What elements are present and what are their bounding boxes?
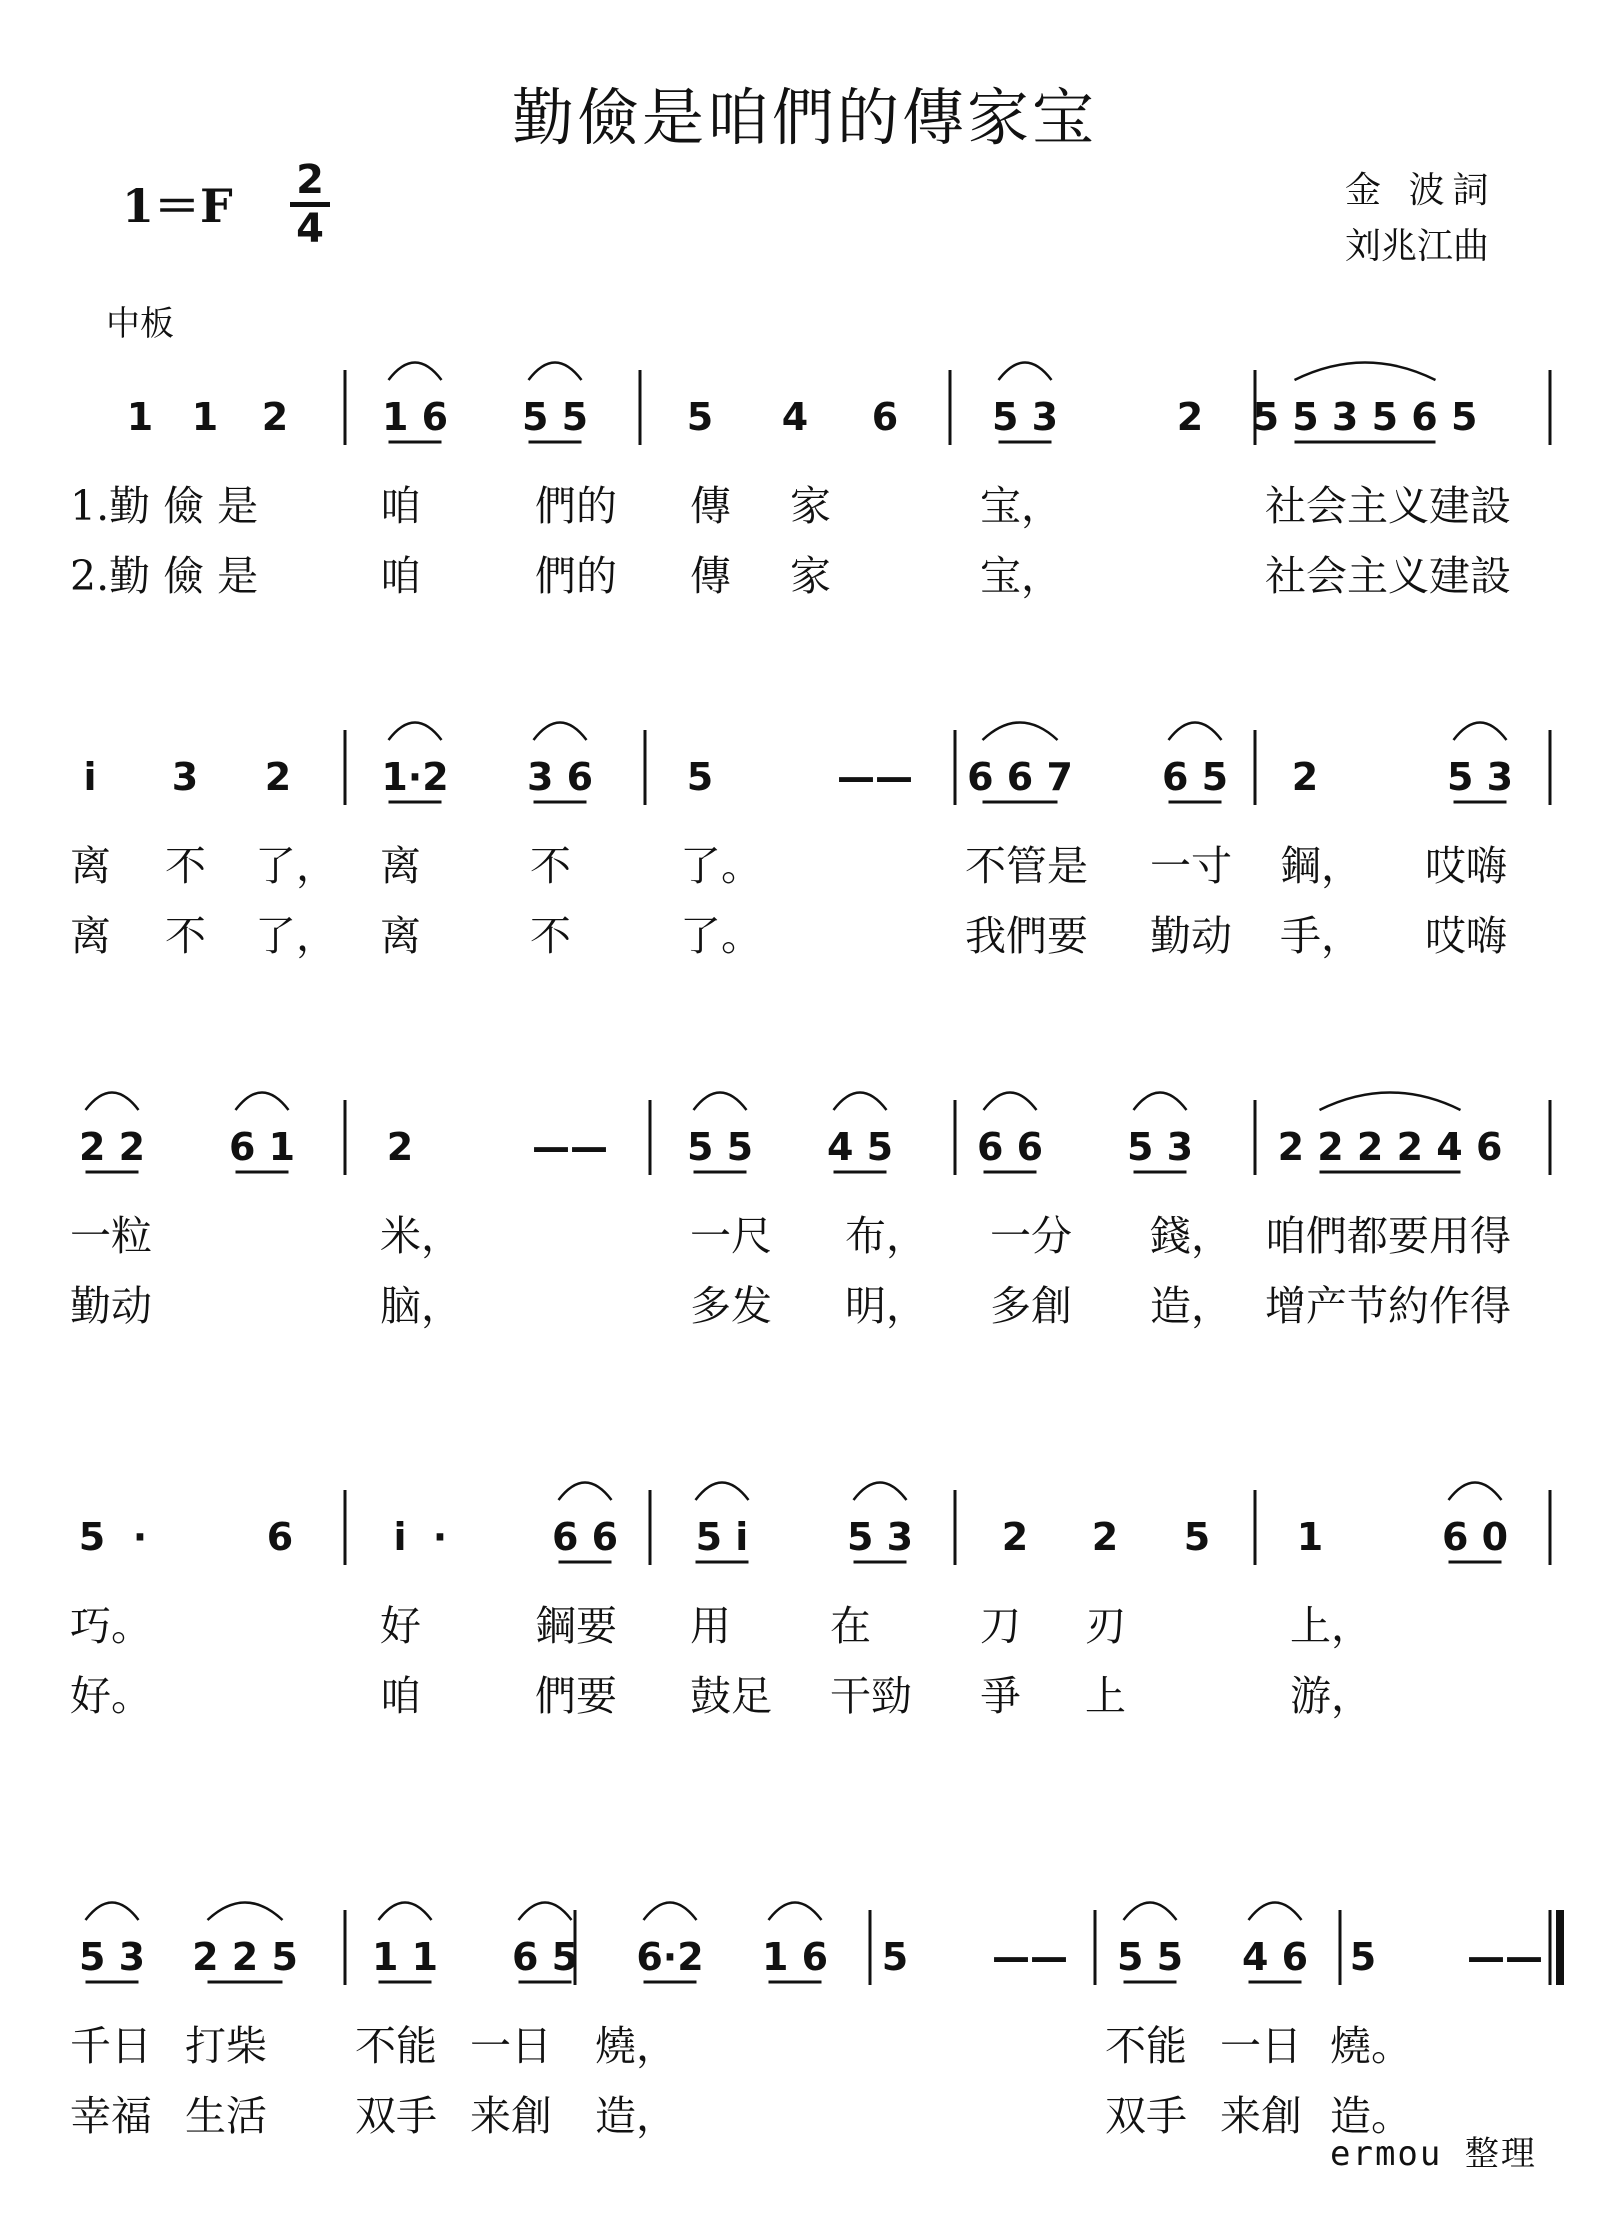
lyric-verse2-5-6: 双手 [1105,2092,1187,2140]
slur-arc [1169,723,1222,741]
slur-arc [854,1483,907,1501]
lyric-verse1-4-7: 刃 [1085,1602,1126,1650]
note-1-8: 6 [871,395,899,439]
lyric-verse2-3-4: 明， [845,1282,927,1330]
lyric-verse1-5-7: 一日 [1220,2022,1302,2070]
lyric-verse1-2-6: 了。 [680,842,762,890]
note-2-4: 1·2 [381,755,449,799]
lyric-verse2-5-5: 造， [595,2092,677,2140]
lyric-verse2-4-2: 咱 [380,1672,421,1720]
note-3-2: 6 1 [228,1125,296,1169]
note-5-10: 4 6 [1241,1935,1309,1979]
slur-arc [236,1093,289,1111]
slur-arc [389,363,442,381]
note-2-9: 6 5 [1161,755,1229,799]
slur-arc [1295,363,1436,381]
slur-arc [834,1093,887,1111]
lyric-verse1-2-5: 不 [530,842,571,890]
lyric-verse1-4-1: 巧。 [70,1602,152,1650]
note-2-8: 6 6 7 [967,755,1073,799]
note-3-5: 5 5 [686,1125,754,1169]
lyric-verse2-4-3: 們要 [535,1672,617,1720]
note-3-6: 4 5 [826,1125,894,1169]
slur-arc [1134,1093,1187,1111]
note-3-9: 2 2 2 2 4 6 [1277,1125,1503,1169]
lyric-verse1-4-8: 上， [1290,1602,1372,1650]
lyric-verse2-1-4: 傳 [690,552,731,600]
note-4-1: 5 [78,1515,106,1559]
lyric-verse1-5-6: 不能 [1105,2022,1187,2070]
note-2-5: 3 6 [526,755,594,799]
slur-arc [999,363,1052,381]
note-5-9: 5 5 [1116,1935,1184,1979]
note-5-7: 5 [881,1935,909,1979]
slur-arc [86,1093,139,1111]
note-1-2: 1 [191,395,219,439]
lyric-verse2-5-1: 幸福 [70,2092,152,2140]
lyric-verse2-2-4: 离 [380,912,421,960]
note-3-7: 6 6 [976,1125,1044,1169]
note-5-1: 5 3 [78,1935,146,1979]
slur-arc [1449,1483,1502,1501]
slur-arc [379,1903,432,1921]
tempo-marking: 中板 [106,304,174,344]
note-4-13: 6 0 [1441,1515,1509,1559]
slur-arc [984,1093,1037,1111]
note-2-11: 5 3 [1446,755,1514,799]
lyric-verse2-1-5: 家 [790,552,831,600]
note-5-8: —— [992,1935,1068,1979]
note-4-5: · [432,1515,448,1559]
note-2-6: 5 [686,755,714,799]
note-1-7: 4 [781,395,809,439]
lyric-verse1-4-5: 在 [830,1602,871,1650]
lyric-verse2-2-3: 了， [255,912,337,960]
lyric-verse1-3-7: 咱們都要用得 [1265,1212,1511,1260]
lyric-verse2-1-1: 2.勤 儉 是 [70,552,259,600]
note-5-12: —— [1467,1935,1543,1979]
lyric-verse2-3-3: 多发 [690,1282,772,1330]
lyric-verse1-4-3: 鋼要 [535,1602,617,1650]
lyric-verse1-4-2: 好 [380,1602,421,1650]
lyric-verse1-1-7: 社会主义建設 [1265,482,1511,530]
lyric-verse2-5-2: 生活 [185,2092,267,2140]
lyric-verse2-1-3: 們的 [535,552,617,600]
lyric-verse1-1-2: 咱 [380,482,421,530]
slur-arc [1454,723,1507,741]
note-1-4: 1 6 [381,395,449,439]
lyric-verse2-3-5: 多創 [990,1282,1072,1330]
note-3-8: 5 3 [1126,1125,1194,1169]
lyric-verse1-1-1: 1.勤 儉 是 [70,482,259,530]
lyric-verse1-3-6: 錢， [1150,1212,1232,1260]
note-2-1: i [83,755,97,799]
slur-arc [208,1903,283,1921]
note-1-6: 5 [686,395,714,439]
lyric-verse2-5-3: 双手 [355,2092,437,2140]
lyric-verse2-3-1: 勤动 [70,1282,152,1330]
lyric-verse1-2-2: 不 [165,842,206,890]
slur-arc [529,363,582,381]
lyric-verse1-1-3: 們的 [535,482,617,530]
lyricist: 金 波詞 [1345,170,1497,211]
lyric-verse1-2-8: 一寸 [1150,842,1232,890]
lyric-verse1-2-1: 离 [70,842,111,890]
note-4-11: 5 [1183,1515,1211,1559]
lyric-verse1-3-4: 布， [845,1212,927,1260]
note-1-10: 2 [1176,395,1204,439]
lyric-verse1-1-6: 宝， [980,482,1062,530]
note-1-5: 5 5 [521,395,589,439]
lyric-verse1-1-4: 傳 [690,482,731,530]
lyric-verse1-5-3: 不能 [355,2022,437,2070]
lyric-verse2-4-1: 好。 [70,1672,152,1720]
lyric-verse1-2-10: 哎嗨 [1425,842,1507,890]
note-4-10: 2 [1091,1515,1119,1559]
lyric-verse2-3-2: 脑， [380,1282,462,1330]
lyric-verse1-2-4: 离 [380,842,421,890]
lyric-verse2-1-2: 咱 [380,552,421,600]
note-4-4: i [393,1515,407,1559]
lyric-verse1-4-6: 刀 [980,1602,1021,1650]
lyric-verse1-2-3: 了， [255,842,337,890]
slur-arc [389,723,442,741]
credit: ermou 整理 [1330,2134,1537,2174]
note-2-7: —— [837,755,913,799]
note-4-2: · [132,1515,148,1559]
composer: 刘兆江曲 [1345,226,1490,267]
note-2-10: 2 [1291,755,1319,799]
lyric-verse1-3-2: 米， [380,1212,462,1260]
note-4-7: 5 i [695,1515,749,1559]
lyric-verse2-2-6: 了。 [680,912,762,960]
lyric-verse2-4-5: 干勁 [830,1672,912,1720]
note-5-3: 1 1 [371,1935,439,1979]
lyric-verse1-5-4: 一日 [470,2022,552,2070]
slur-arc [694,1093,747,1111]
slur-arc [644,1903,697,1921]
lyric-verse2-3-7: 增产节約作得 [1265,1282,1511,1330]
lyric-verse1-5-1: 千日 [70,2022,152,2070]
lyric-verse1-2-9: 鋼， [1280,842,1362,890]
note-5-2: 2 2 5 [192,1935,298,1979]
lyric-verse2-4-4: 鼓足 [690,1672,772,1720]
slur-arc [86,1903,139,1921]
lyric-verse2-2-10: 哎嗨 [1425,912,1507,960]
lyric-verse1-5-5: 燒， [595,2022,677,2070]
note-5-4: 6 5 [511,1935,579,1979]
lyric-verse2-5-8: 造。 [1330,2092,1412,2140]
lyric-verse2-4-6: 爭 [980,1672,1021,1720]
lyric-verse2-4-8: 游， [1290,1672,1372,1720]
slur-arc [519,1903,572,1921]
lyric-verse1-4-4: 用 [690,1602,731,1650]
final-barline [1556,1910,1564,1985]
key-signature: 1＝F [122,179,233,233]
note-1-11: 5 5 3 5 6 5 [1252,395,1478,439]
note-4-6: 6 6 [551,1515,619,1559]
slur-arc [559,1483,612,1501]
lyric-verse1-3-3: 一尺 [690,1212,772,1260]
note-4-8: 5 3 [846,1515,914,1559]
lyric-verse2-2-9: 手， [1280,912,1362,960]
note-2-3: 2 [264,755,292,799]
lyric-verse1-5-2: 打柴 [185,2022,267,2070]
lyric-verse2-3-6: 造， [1150,1282,1232,1330]
note-3-1: 2 2 [78,1125,146,1169]
lyric-verse1-1-5: 家 [790,482,831,530]
note-5-5: 6·2 [636,1935,704,1979]
slur-arc [983,723,1058,741]
slur-arc [1249,1903,1302,1921]
lyric-verse2-1-6: 宝， [980,552,1062,600]
slur-arc [1124,1903,1177,1921]
lyric-verse2-2-5: 不 [530,912,571,960]
slur-arc [534,723,587,741]
lyric-verse2-2-7: 我們要 [965,912,1088,960]
slur-arc [769,1903,822,1921]
note-4-9: 2 [1001,1515,1029,1559]
lyric-verse2-2-8: 勤动 [1150,912,1232,960]
lyric-verse1-2-7: 不管是 [965,842,1088,890]
lyric-verse2-1-7: 社会主义建設 [1265,552,1511,600]
lyric-verse2-2-1: 离 [70,912,111,960]
lyric-verse2-2-2: 不 [165,912,206,960]
note-4-3: 6 [266,1515,294,1559]
note-3-4: —— [532,1125,608,1169]
note-2-2: 3 [171,755,199,799]
lyric-verse2-5-7: 来創 [1220,2092,1302,2140]
note-4-12: 1 [1296,1515,1324,1559]
note-5-11: 5 [1349,1935,1377,1979]
slur-arc [696,1483,749,1501]
note-1-9: 5 3 [991,395,1059,439]
note-3-3: 2 [386,1125,414,1169]
time-signature-top: 2 [296,157,324,203]
note-1-3: 2 [261,395,289,439]
lyric-verse1-5-8: 燒。 [1330,2022,1412,2070]
lyric-verse2-5-4: 来創 [470,2092,552,2140]
slur-arc [1320,1093,1461,1111]
time-signature-bottom: 4 [296,206,324,252]
note-1-1: 1 [126,395,154,439]
lyric-verse1-3-1: 一粒 [70,1212,152,1260]
song-title: 勤儉是咱們的傳家宝 [511,81,1097,154]
lyric-verse1-3-5: 一分 [990,1212,1072,1260]
lyric-verse2-4-7: 上 [1085,1672,1126,1720]
note-5-6: 1 6 [761,1935,829,1979]
